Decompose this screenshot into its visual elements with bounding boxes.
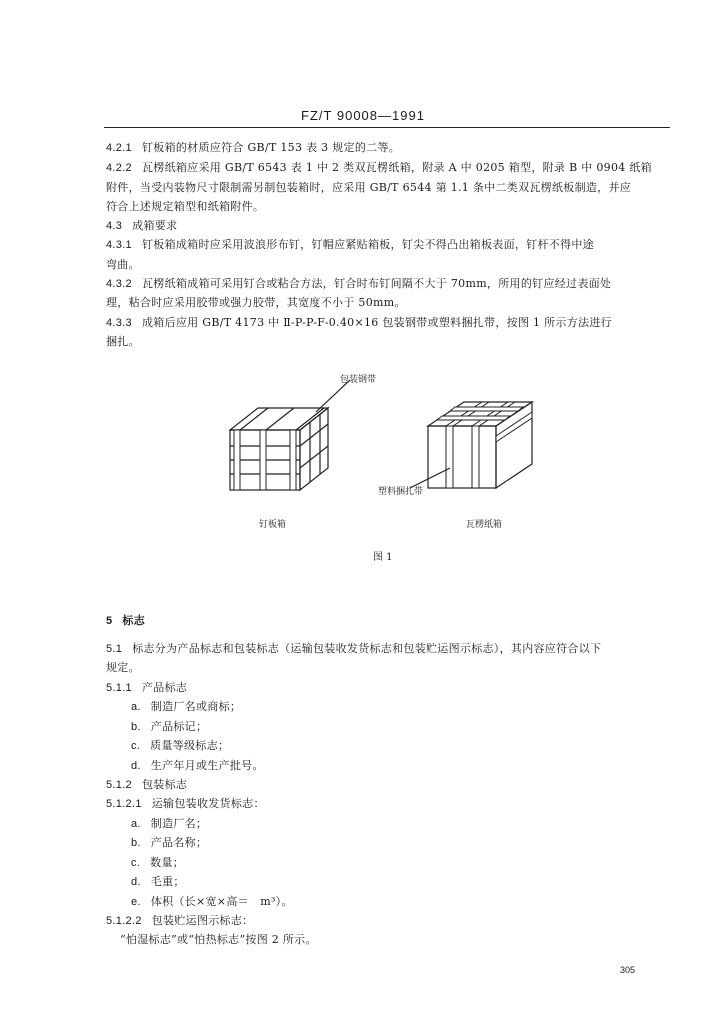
clause-4-3-3-cont: 捆扎。 [106, 335, 140, 348]
list-item: b. 产品名称； [131, 836, 208, 849]
list-item: d. 生产年月或生产批号。 [131, 759, 264, 772]
list-item: a. 制造厂名； [131, 817, 208, 830]
clause-5-1-2-1: 5.1.2.1 运输包装收发货标志： [106, 797, 265, 810]
clause-4-3-2-cont: 理，粘合时应采用胶带或强力胶带，其宽度不小于 50mm。 [106, 296, 406, 309]
figure-1-caption: 图 1 [373, 552, 393, 563]
clause-4-3-2: 4.3.2 瓦楞纸箱成箱可采用钉合或粘合方法，钉合时布钉间隔不大于 70mm，所用的钉应经过表面处 [106, 277, 612, 290]
standard-code-header: FZ/T 90008—1991 [301, 108, 425, 123]
clause-4-2-2: 4.2.2 瓦楞纸箱应采用 GB/T 6543 表 1 中 2 类双瓦楞纸箱，附录 A 中 0205 箱型，附录 B 中 0904 纸箱 [106, 161, 652, 174]
clause-5-1-1: 5.1.1 产品标志 [106, 681, 188, 694]
page-number: 305 [620, 965, 636, 975]
clause-4-3-1-cont: 弯曲。 [106, 258, 140, 271]
list-item: b. 产品标记； [131, 720, 208, 733]
clause-5-1-2: 5.1.2 包装标志 [106, 778, 188, 791]
label-plastic-strap: 塑料捆扎带 [378, 487, 424, 497]
list-item: e. 体积（长×宽×高＝ m³）。 [131, 895, 293, 908]
clause-4-2-2-cont-2: 符合上述规定箱型和纸箱附件。 [106, 200, 265, 213]
list-item: d. 毛重； [131, 875, 185, 888]
caption-cardboard-box: 瓦楞纸箱 [466, 520, 503, 530]
clause-4-2-1: 4.2.1 钉板箱的材质应符合 GB/T 153 表 3 规定的二等。 [106, 141, 401, 154]
clause-4-2-2-cont-1: 附件，当受内装物尺寸限制需另制包装箱时，应采用 GB/T 6544 第 1.1 条中二类双瓦楞纸板制造，并应 [106, 181, 632, 194]
clause-4-3-3: 4.3.3 成箱后应用 GB/T 4173 中 Ⅱ-P-P-F-0.40×16 包装钢带或塑料捆扎带，按图 1 所示方法进行 [106, 316, 612, 329]
list-item: c. 数量； [131, 856, 185, 869]
header-rule [104, 127, 670, 128]
section-5-title: 5 标志 [106, 614, 146, 627]
clause-5-1: 5.1 标志分为产品标志和包装标志（运输包装收发货标志和包装贮运图示标志），其内容应符合以下 [106, 642, 602, 655]
label-steel-strap: 包装钢带 [340, 375, 377, 385]
clause-4-3-heading: 4.3 成箱要求 [106, 219, 178, 232]
list-item: a. 制造厂名或商标； [131, 700, 242, 713]
caption-wooden-crate: 钉板箱 [259, 520, 287, 530]
clause-5-1-2-2-cont: “怕湿标志”或“怕热标志”按图 2 所示。 [120, 933, 317, 946]
clause-5-1-cont: 规定。 [106, 661, 140, 674]
clause-5-1-2-2: 5.1.2.2 包装贮运图示标志： [106, 914, 254, 927]
wooden-crate-drawing [230, 380, 350, 490]
clause-4-3-1: 4.3.1 钉板箱成箱时应采用波浪形布钉，钉帽应紧贴箱板，钉尖不得凸出箱板表面，钉杆不得中途 [106, 238, 594, 251]
cardboard-box-drawing [410, 402, 532, 488]
list-item: c. 质量等级标志； [131, 739, 230, 752]
